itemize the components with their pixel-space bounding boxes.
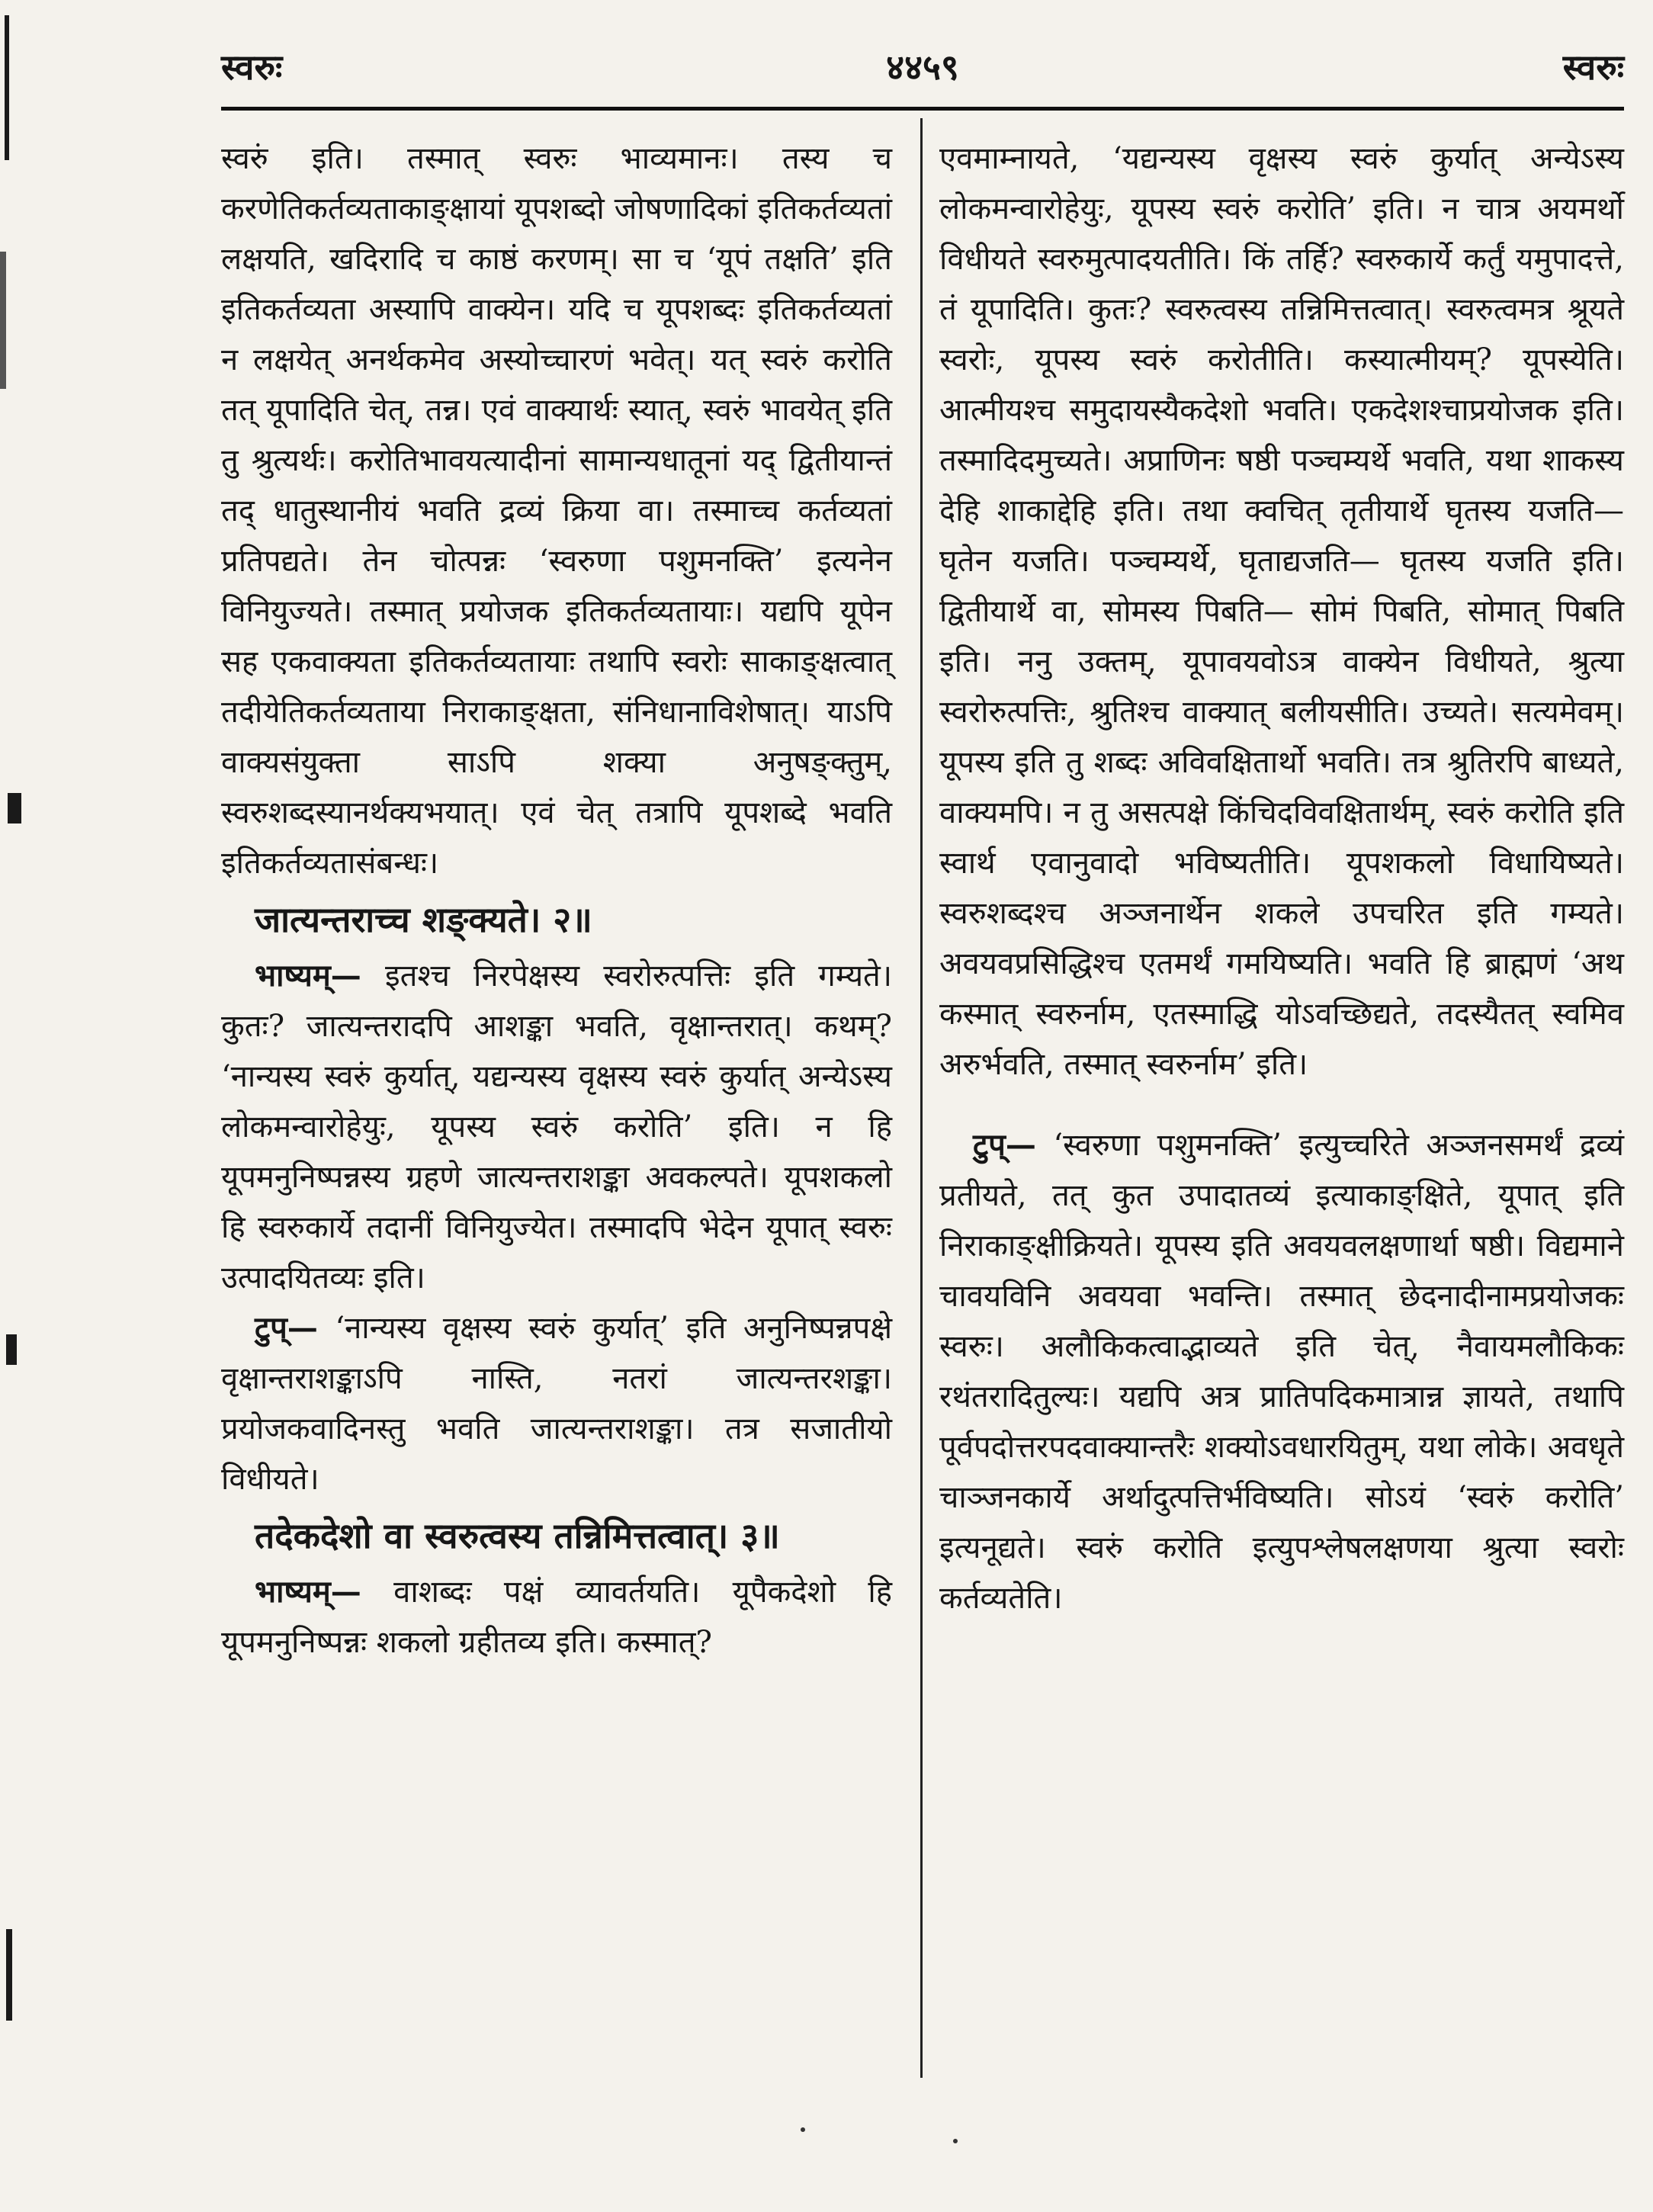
scan-edge-mark — [6, 1929, 12, 2021]
bhashya-2 — [221, 951, 892, 1303]
tup-text: ‘नान्यस्य वृक्षस्य स्वरुं कुर्यात्’ इति अनुनिष्पन्नपक्षे वृक्षान्तराशङ्काऽपि नास्ति, नतरां जात्यन्तरशङ्का। प्रयोजकवादिनस्तु भवति जात्यन्तराशङ्का। तत्र सजातीयो विधीयते। — [221, 1311, 892, 1497]
tup-text: ‘स्वरुणा पशुमनक्ति’ इत्युच्चरिते अञ्जनसमर्थं द्रव्यं प्रतीयते, तत् कुत उपादातव्यं इत्याकाङ्क्षिते, यूपात् इति निराकाङ्क्षीक्रियते। यूपस्य इति अवयवलक्षणार्था षष्ठी। विद्यमाने चावयविनि अवयवा भवन्ति। तस्मात् छेदनादीनामप्रयोजकः स्वरुः। अलौकिकत्वाद्भाव्यते इति चेत्, नैवायमलौकिकः रथंतरादितुल्यः। यद्यपि अत्र प्रातिपदिकमात्रान्न ज्ञायते, तथापि पूर्वपदोत्तरपदवाक्यान्तरैः शक्योऽवधारयितुम्, यथा लोके। अवधृते चाञ्जनकार्ये अर्थादुत्पत्तिर्भविष्यति। सोऽयं ‘स्वरुं करोति’ इत्यनूद्यते। स्वरुं करोति इत्युपश्लेषलक्षणया श्रुत्या स्वरोः कर्तव्यतेति। — [939, 1128, 1625, 1616]
commentary-paragraph: स्वरुं इति। तस्मात् स्वरुः भाव्यमानः। तस्य च करणेतिकर्तव्यताकाङ्क्षायां यूपशब्दो जोषणादिकां इतिकर्तव्यतां लक्षयति, खदिरादि च काष्ठं करणम्। सा च ‘यूपं तक्षति’ इति इतिकर्तव्यता अस्यापि वाक्येन। यदि च यूपशब्दः इतिकर्तव्यतां न लक्षयेत् अनर्थकमेव अस्योच्चारणं भवेत्। यत् स्वरुं करोति तत् यूपादिति चेत्, तन्न। एवं वाक्यार्थः स्यात्, स्वरुं भावयेत् इति तु श्रुत्यर्थः। करोतिभावयत्यादीनां सामान्यधातूनां यद् द्वितीयान्तं तद् धातुस्थानीयं भवति द्रव्यं क्रिया वा। तस्माच्च कर्तव्यतां प्रतिपद्यते। तेन चोत्पन्नः ‘स्वरुणा पशुमनक्ति’ इत्यनेन विनियुज्यते। तस्मात् प्रयोजक इतिकर्तव्यतायाः। यद्यपि यूपेन सह एकवाक्यता इतिकर्तव्यतायाः तथापि स्वरोः साकाङ्क्षत्वात् तदीयेतिकर्तव्यताया निराकाङ्क्षता, संनिधानाविशेषात्। याऽपि वाक्यसंयुक्ता साऽपि शक्या अनुषङ्क्तुम्, स्वरुशब्दस्यानर्थक्यभयात्। एवं चेत् तत्रापि यूपशब्दे भवति इतिकर्तव्यतासंबन्धः। — [221, 141, 892, 881]
sutra-3: तदेकदेशो वा स्वरुत्वस्य तन्निमित्तत्वात्। ३॥ — [255, 1515, 780, 1556]
scan-speck — [953, 2139, 958, 2143]
scan-edge-mark — [5, 15, 9, 160]
bhashya-continuation: एवमाम्नायते, ‘यद्यन्यस्य वृक्षस्य स्वरुं कुर्यात् अन्येऽस्य लोकमन्वारोहेयुः, यूपस्य स्वरुं करोति’ इति। न चात्र अयमर्थो विधीयते स्वरुमुत्पादयतीति। किं तर्हि? स्वरुकार्ये कर्तुं यमुपादत्ते, तं यूपादिति। कुतः? स्वरुत्वस्य तन्निमित्तत्वात्। स्वरुत्वमत्र श्रूयते स्वरोः, यूपस्य स्वरुं करोतीति। कस्यात्मीयम्? यूपस्येति। आत्मीयश्च समुदायस्यैकदेशो भवति। एकदेशश्चाप्रयोजक इति। तस्मादिदमुच्यते। अप्राणिनः षष्ठी पञ्चम्यर्थे भवति, यथा शाकस्य देहि शाकाद्देहि इति। तथा क्वचित् तृतीयार्थे घृतस्य यजति— घृतेन यजति। पञ्चम्यर्थे, घृताद्यजति— घृतस्य यजति इति। द्वितीयार्थे वा, सोमस्य पिबति— सोमं पिबति, सोमात् पिबति इति। ननु उक्तम्, यूपावयवोऽत्र वाक्येन विधीयते, श्रुत्या स्वरोरुत्पत्तिः, श्रुतिश्च वाक्यात् बलीयसीति। उच्यते। सत्यमेवम्। यूपस्य इति तु शब्दः अविवक्षितार्थो भवति। तत्र श्रुतिरपि बाध्यते, वाक्यमपि। न तु असत्पक्षे किंचिदविवक्षितार्थम्, स्वरुं करोति इति स्वार्थ एवानुवादो भविष्यतीति। यूपशकलो विधायिष्यते। स्वरुशब्दश्च अञ्जनार्थेन शकले उपचरित इति गम्यते। अवयवप्रसिद्धिश्च एतमर्थं गमयिष्यति। भवति हि ब्राह्मणं ‘अथ कस्मात् स्वरुर्नाम, एतस्माद्धि योऽवच्छिद्यते, तदस्यैतत् स्वमिव अरुर्भवति, तस्मात् स्वरुर्नाम’ इति। — [939, 141, 1624, 1082]
tuptika-3 — [939, 1120, 1624, 1623]
running-header — [221, 38, 1624, 99]
paragraph-gap — [939, 1090, 1624, 1120]
right-column — [939, 133, 1624, 1623]
page-number: ४४५९ — [886, 47, 959, 88]
bhashya-label: भाष्यम्— — [255, 1574, 361, 1610]
header-right-title: स्वरुः — [1562, 47, 1624, 88]
scan-speck — [801, 2127, 805, 2132]
column-separator — [920, 118, 923, 2078]
bhashya-text: वाशब्दः पक्षं व्यावर्तयति। यूपैकदेशो हि यूपमनुनिष्पन्नः शकलो ग्रहीतव्य इति। कस्मात्? — [221, 1575, 893, 1660]
scan-edge-mark — [0, 252, 6, 389]
scan-edge-mark — [8, 793, 21, 823]
header-left-title: स्वरुः — [221, 47, 283, 88]
tuptika-2 — [221, 1303, 892, 1504]
scan-edge-mark — [6, 1334, 17, 1365]
bhashya-3 — [221, 1567, 892, 1668]
tup-label: टुप्— — [255, 1310, 318, 1346]
sutra-2: जात्यन्तराच्च शङ्क्यते। २॥ — [255, 899, 592, 940]
tup-label: टुप्— — [973, 1127, 1036, 1163]
bhashya-label: भाष्यम्— — [255, 958, 361, 994]
left-column — [221, 133, 892, 1668]
bhashya-text: इतश्च निरपेक्षस्य स्वरोरुत्पत्तिः इति गम्यते। कुतः? जात्यन्तरादपि आशङ्का भवति, वृक्षान्तरात्। कथम्? ‘नान्यस्य स्वरुं कुर्यात्, यद्यन्यस्य वृक्षस्य स्वरुं कुर्यात् अन्येऽस्य लोकमन्वारोहेयुः, यूपस्य स्वरुं करोति’ इति। न हि यूपमनुनिष्पन्नस्य ग्रहणे जात्यन्तराशङ्का अवकल्पते। यूपशकलो हि स्वरुकार्ये तदानीं विनियुज्येत। तस्मादपि भेदेन यूपात् स्वरुः उत्पादयितव्यः इति। — [221, 958, 892, 1295]
header-rule — [221, 107, 1624, 111]
